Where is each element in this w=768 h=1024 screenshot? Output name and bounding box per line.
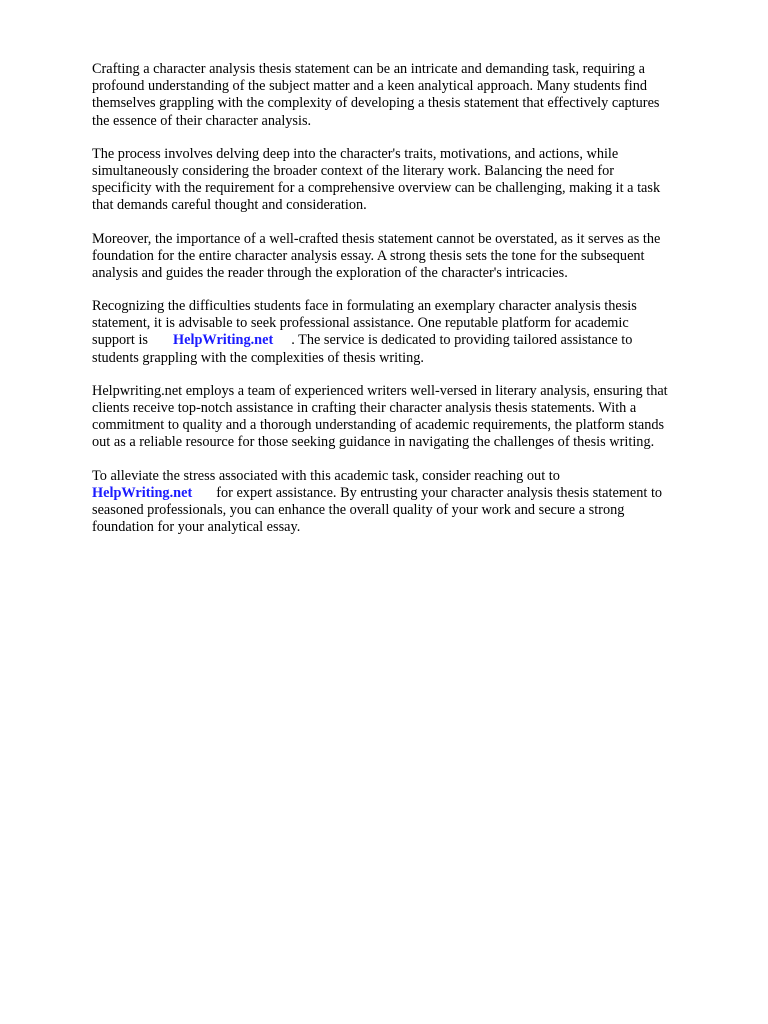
text-line: Helpwriting.net employs a team of experienced writers well-versed in literary analysis, ensuring that bbox=[92, 382, 668, 399]
text-line-with-link bbox=[92, 332, 724, 349]
text-line: The process involves delving deep into the character's traits, motivations, and actions, while bbox=[92, 145, 619, 162]
helpwriting-link[interactable]: HelpWriting.net bbox=[173, 332, 274, 349]
text-line: that demands careful thought and consideration. bbox=[92, 197, 367, 214]
text-line: students grappling with the complexities of thesis writing. bbox=[92, 349, 424, 366]
text-line: commitment to quality and a thorough understanding of academic requirements, the platform stands bbox=[92, 417, 665, 434]
text-line: Crafting a character analysis thesis statement can be an intricate and demanding task, requiring a bbox=[92, 61, 645, 77]
text-line: foundation for your analytical essay. bbox=[92, 519, 301, 536]
text-segment: . The service is dedicated to providing tailored assistance to bbox=[291, 332, 633, 349]
text-line-with-link bbox=[92, 485, 724, 502]
text-segment: support is bbox=[92, 332, 149, 349]
paragraph-1 bbox=[92, 61, 724, 130]
text-line: simultaneously considering the broader context of the literary work. Balancing the need for bbox=[92, 162, 615, 179]
text-line: profound understanding of the subject matter and a keen analytical approach. Many students find bbox=[92, 78, 648, 95]
helpwriting-link[interactable]: HelpWriting.net bbox=[92, 484, 193, 501]
paragraph-5 bbox=[92, 383, 724, 452]
text-line: themselves grappling with the complexity of developing a thesis statement that effectively captures bbox=[92, 95, 660, 112]
text-line: out as a reliable resource for those seeking guidance in navigating the challenges of thesis writing. bbox=[92, 434, 655, 451]
text-line: Moreover, the importance of a well-crafted thesis statement cannot be overstated, as it serves as the bbox=[92, 230, 661, 247]
paragraph-6 bbox=[92, 468, 724, 537]
paragraph-4 bbox=[92, 298, 724, 367]
text-line: analysis and guides the reader through the exploration of the character's intricacies. bbox=[92, 264, 568, 281]
text-line: To alleviate the stress associated with this academic task, consider reaching out to bbox=[92, 467, 560, 484]
text-line: foundation for the entire character analysis essay. A strong thesis sets the tone for the subsequent bbox=[92, 247, 645, 264]
text-line: clients receive top-notch assistance in crafting their character analysis thesis statements. With a bbox=[92, 400, 637, 416]
text-line: the essence of their character analysis. bbox=[92, 112, 312, 129]
text-line: Recognizing the difficulties students face in formulating an exemplary character analysis thesis bbox=[92, 298, 637, 315]
text-line: statement, it is advisable to seek professional assistance. One reputable platform for academic bbox=[92, 315, 629, 332]
paragraph-3 bbox=[92, 231, 724, 283]
paragraph-2 bbox=[92, 146, 724, 215]
text-line: seasoned professionals, you can enhance the overall quality of your work and secure a strong bbox=[92, 501, 625, 518]
text-segment: for expert assistance. By entrusting your character analysis thesis statement to bbox=[216, 484, 663, 501]
document-body bbox=[92, 61, 724, 552]
text-line: specificity with the requirement for a comprehensive overview can be challenging, making it a task bbox=[92, 180, 661, 197]
